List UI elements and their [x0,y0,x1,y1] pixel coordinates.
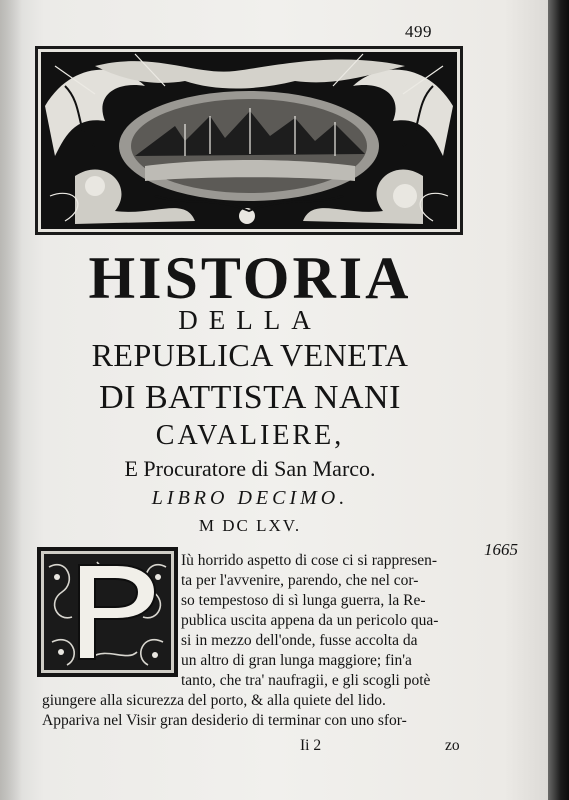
body-line-8: giungere alla sicurezza del porto, & alla quiete del lido. [42,692,386,709]
title-della: DELLA [178,305,322,335]
title-historia: HISTORIA [88,245,412,311]
book-edge-shadow [548,0,569,800]
body-line-5: si in mezzo dell'onde, fusse accolta da [181,632,418,649]
title-cavaliere: CAVALIERE, [155,420,345,451]
page-number: 499 [405,22,432,41]
book-heading: LIBRO DECIMO. [151,487,349,509]
body-line-6: un altro di gran lunga maggiore; fin'a [181,652,412,669]
title-republica-veneta: REPUBLICA VENETA [91,337,409,373]
body-line-9: Appariva nel Visir gran desiderio di terminar con uno sfor- [42,712,407,729]
woodcut-headpiece-illustration [35,46,463,235]
decorated-initial-p [37,547,178,677]
signature-mark: Ii 2 [300,737,322,754]
title-procuratore: E Procuratore di San Marco. [124,456,376,481]
body-line-3: so tempestoso di sì lunga guerra, la Re- [181,592,426,609]
body-line-1: Iù horrido aspetto di cose ci si rappresen- [181,552,438,569]
title-author: DI BATTISTA NANI [99,379,401,416]
body-line-2: ta per l'avvenire, parendo, che nel cor- [181,572,419,589]
page-spine-shadow [0,0,22,800]
roman-year: M DC LXV. [198,516,302,535]
body-line-4: publica uscita appena da un pericolo qua- [181,612,439,629]
catchword: zo [445,737,460,754]
margin-year-note: 1665 [484,540,518,559]
body-line-7: tanto, che tra' naufragii, e gli scogli potè [181,672,431,689]
